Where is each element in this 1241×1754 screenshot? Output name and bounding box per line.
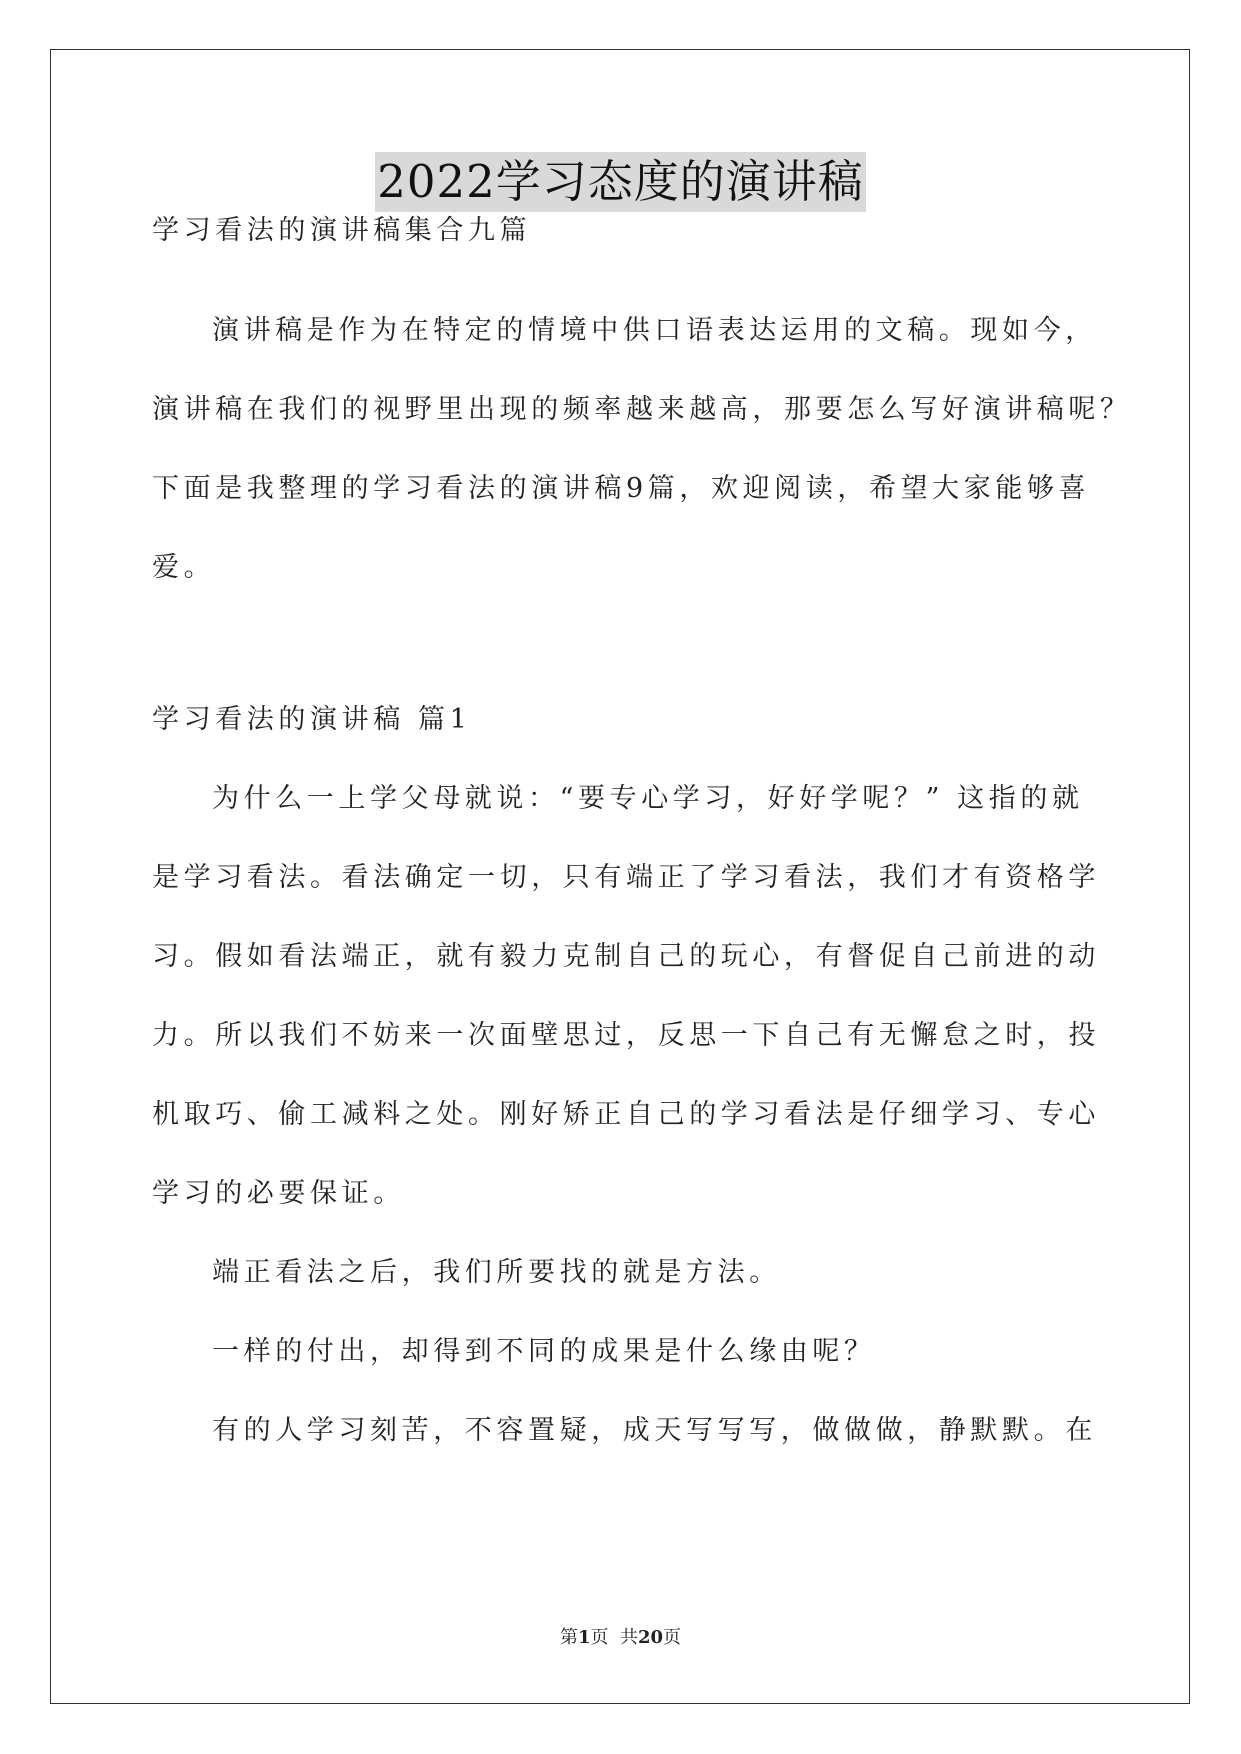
- intro-line: 演讲稿是作为在特定的情境中供口语表达运用的文稿。现如今，: [212, 315, 1097, 346]
- intro-line: 爱。: [152, 552, 216, 583]
- document-subtitle: 学习看法的演讲稿集合九篇: [152, 215, 532, 246]
- title-container: [0, 152, 1241, 212]
- footer-prefix: 第: [559, 1627, 578, 1648]
- document-title: 2022学习态度的演讲稿: [375, 152, 866, 212]
- paragraph-line: 机取巧、偷工减料之处。刚好矫正自己的学习看法是仔细学习、专心: [152, 1099, 1100, 1130]
- paragraph-line: 学习的必要保证。: [152, 1178, 405, 1209]
- paragraph-line: 是学习看法。看法确定一切，只有端正了学习看法，我们才有资格学: [152, 862, 1100, 893]
- paragraph-line: 力。所以我们不妨来一次面壁思过，反思一下自己有无懈怠之时，投: [152, 1020, 1100, 1051]
- footer-page-number: 1: [577, 1627, 591, 1648]
- paragraph-line: 一样的付出，却得到不同的成果是什么缘由呢？: [212, 1336, 876, 1367]
- paragraph-line: 习。假如看法端正，就有毅力克制自己的玩心，有督促自己前进的动: [152, 941, 1100, 972]
- paragraph-line: 有的人学习刻苦，不容置疑，成天写写写，做做做，静默默。在: [212, 1415, 1097, 1446]
- paragraph-line: 为什么一上学父母就说：“要专心学习，好好学呢？” 这指的就: [212, 783, 1084, 814]
- page-footer: [0, 1626, 1241, 1650]
- footer-total-pages: 20: [637, 1627, 664, 1648]
- intro-line: 下面是我整理的学习看法的演讲稿9篇，欢迎阅读，希望大家能够喜: [152, 473, 1091, 504]
- paragraph-line: 端正看法之后，我们所要找的就是方法。: [212, 1257, 781, 1288]
- footer-suffix: 页: [663, 1627, 682, 1648]
- section-heading: 学习看法的演讲稿 篇1: [152, 704, 472, 735]
- footer-middle: 页 共: [590, 1627, 638, 1648]
- intro-line: 演讲稿在我们的视野里出现的频率越来越高，那要怎么写好演讲稿呢？: [152, 394, 1132, 425]
